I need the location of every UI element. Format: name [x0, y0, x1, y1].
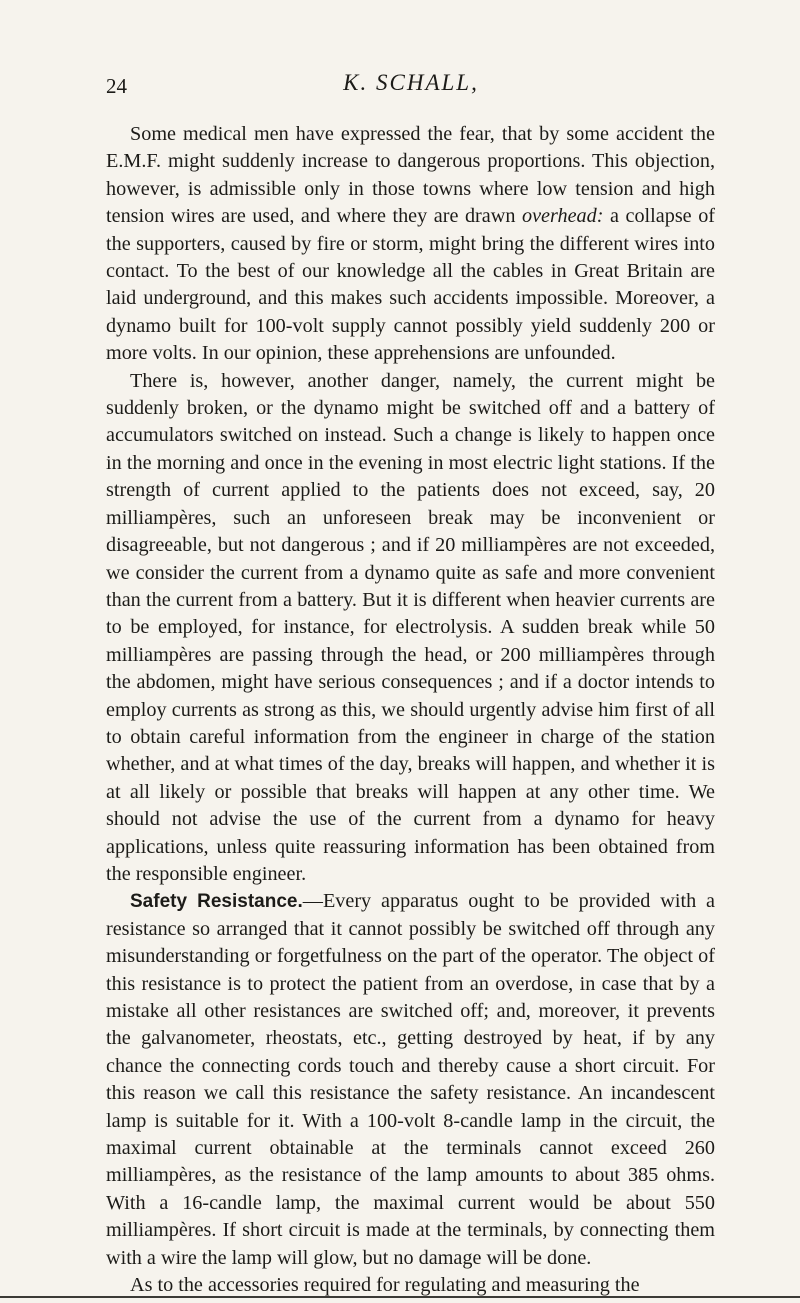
- section-heading: Safety Resistance.: [130, 891, 303, 913]
- page-header: [106, 70, 716, 106]
- paragraph-text: Some medical men have expressed the fear, that by some accident the E.M.F. might suddenly increase to dangerous proportions. This objection, however, is admissible only in those towns where low tension and high tension wires are used, and where they are drawn: [106, 123, 715, 228]
- running-head: K. SCHALL,: [343, 70, 479, 95]
- page-number: 24: [106, 74, 127, 98]
- paragraph-text: a collapse of the supporters, caused by fire or storm, might bring the different wires into contact. To the best of our knowledge all the cables in Great Britain are laid underground, and this makes such accidents impossible. Moreover, a dynamo built for 100-volt supply cannot possibly yield suddenly 200 or more volts. In our opinion, these apprehensions are unfounded.: [106, 205, 716, 365]
- emphasis-overhead: overhead:: [521, 205, 604, 228]
- paragraph-text: —Every apparatus ought to be provided with a resistance so arranged that it cannot possibly be switched off through any misunderstanding or forgetfulness on the part of the operator. The object of this resistance is to protect the patient from an overdose, in case that by a mistake all other resistances are switched off; and, moreover, it prevents the galvanometer, rheostats, etc., getting destroyed by heat, if by any chance the connecting cords touch and thereby cause a short circuit. For this reason we call this resistance the safety resistance. An incandescent lamp is suitable for it. With a 100-volt 8-candle lamp in the circuit, the maximal current obtainable at the terminals cannot exceed 260 milliampères, as the resistance of the lamp amounts to about 385 ohms. With a 16-candle lamp, the maximal current would be about 550 milliampères. If short circuit is made at the terminals, by connecting them with a wire the lamp will glow, but no damage will be done.: [106, 890, 716, 1269]
- paragraph-overhead-wires: [106, 121, 715, 368]
- paragraph-current-break: There is, however, another danger, namely, the current might be suddenly broken, or the dynamo might be switched off and a battery of accumulators switched on instead. Such a change is likely to happen once in the morning and once in the evening in most electric light stations. If the strength of current applied to the patients does not exceed, say, 20 milliampères, such an unforeseen break may be inconvenient or disagreeable, but not dangerous ; and if 20 milliampères are not exceeded, we consider the current from a dynamo quite as safe and more convenient than the current from a battery. But it is different when heavier currents are to be employed, for instance, for electrolysis. A sudden break while 50 milliampères are passing through the head, or 200 milliampères through the abdomen, might have serious consequences ; and if a doctor intends to employ currents as strong as this, we should urgently advise him first of all to obtain careful information from the engineer in charge of the station whether, and at what times of the day, breaks will happen, and whether it is at all likely or possible that breaks will happen at any other time. We should not advise the use of the current from a dynamo for heavy applications, unless quite reassuring information has been obtained from the responsible engineer.: [106, 369, 715, 885]
- body-text: [106, 121, 715, 1299]
- page-bottom-edge: [0, 1296, 800, 1298]
- paragraph-safety-resistance: [106, 888, 715, 1272]
- paragraph-accessories: As to the accessories required for regulating and measuring the: [130, 1274, 640, 1297]
